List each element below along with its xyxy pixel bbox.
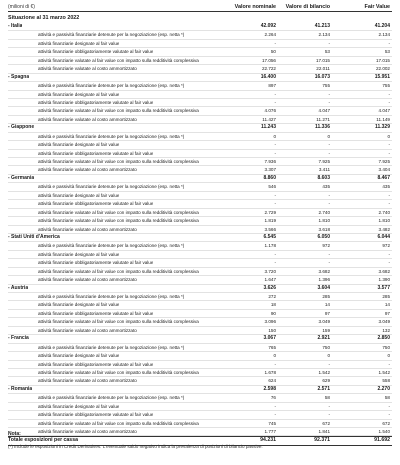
- table-row: [8, 352, 392, 360]
- value-bilancio: 8.603: [317, 174, 330, 181]
- row-label: attività finanziarie valutate al costo ammortizzato: [38, 116, 137, 122]
- value-nominale: 1.647: [264, 277, 276, 283]
- country-name: - Francia: [8, 335, 29, 342]
- value-bilancio: -: [328, 403, 330, 409]
- value-nominale: 90: [270, 310, 276, 316]
- value-bilancio: 92.371: [314, 437, 330, 444]
- table-row: [8, 141, 392, 149]
- value-bilancio: 17.015: [315, 57, 330, 63]
- table-row: [8, 31, 392, 39]
- value-bilancio: 7.925: [318, 159, 330, 164]
- value-nominale: 8.860: [263, 174, 276, 181]
- value-bilancio: 2.571: [317, 385, 330, 392]
- value-fair-value: 1.540: [378, 429, 390, 434]
- row-label: attività finanziarie valutate al costo ammortizzato: [38, 429, 137, 434]
- value-fair-value: 285: [382, 294, 390, 299]
- row-label: attività finanziarie designate al fair value: [38, 40, 120, 46]
- table-row: [8, 344, 392, 352]
- table-row: [8, 276, 392, 284]
- value-nominale: 1.777: [264, 429, 276, 434]
- value-bilancio: 11.336: [314, 124, 330, 131]
- value-fair-value: 6.044: [377, 233, 390, 240]
- value-bilancio: 1.396: [318, 277, 330, 283]
- table-row: [8, 428, 392, 436]
- value-nominale: 1.178: [264, 243, 276, 249]
- value-fair-value: 0: [387, 353, 390, 359]
- value-fair-value: 1.810: [378, 218, 390, 224]
- value-nominale: 6.545: [263, 233, 276, 240]
- value-bilancio: 53: [324, 49, 330, 55]
- table-row: [8, 361, 392, 369]
- value-fair-value: 2.134: [378, 32, 390, 38]
- country-row: [8, 74, 392, 82]
- row-label: attività e passività finanziarie detenute per la negoziazione (esp. netta *): [38, 344, 185, 350]
- value-fair-value: -: [388, 142, 390, 148]
- value-fair-value: -: [388, 260, 390, 266]
- table-row: [8, 65, 392, 73]
- row-label: attività finanziarie obbligatoriamente valutate al fair value: [38, 201, 154, 207]
- table-row: [8, 293, 392, 301]
- table-row: [8, 91, 392, 99]
- value-nominale: -: [274, 40, 276, 46]
- value-fair-value: 435: [382, 184, 390, 190]
- country-row: [8, 285, 392, 293]
- value-fair-value: 3.049: [378, 319, 390, 325]
- value-fair-value: -: [388, 91, 390, 97]
- table-row: [8, 200, 392, 208]
- note-heading: Nota:: [8, 431, 21, 437]
- row-label: attività finanziarie valutate al costo ammortizzato: [38, 277, 137, 283]
- value-bilancio: 97: [324, 310, 330, 316]
- value-fair-value: 2.850: [377, 335, 390, 342]
- value-fair-value: 53: [384, 49, 390, 55]
- value-nominale: 745: [268, 420, 276, 426]
- value-fair-value: 58: [384, 395, 390, 401]
- header-rule: [8, 11, 392, 12]
- value-bilancio: 58: [324, 395, 330, 401]
- country-row: [8, 335, 392, 343]
- value-bilancio: 0: [327, 353, 330, 359]
- table-row: [8, 327, 392, 335]
- footnote: (*) Include le esposizioni in Credit Derivatives. L'eventuale saldo negativo indica la prevalenza di posizioni di bilancio passive.: [8, 444, 263, 449]
- value-bilancio: -: [328, 40, 330, 46]
- value-bilancio: 11.271: [316, 116, 330, 122]
- value-fair-value: 22.002: [375, 66, 390, 72]
- value-nominale: 1.819: [264, 218, 276, 224]
- row-label: attività finanziarie designate al fair value: [38, 403, 120, 409]
- value-bilancio: 159: [322, 327, 330, 333]
- value-fair-value: 11.149: [376, 116, 390, 122]
- value-nominale: -: [274, 201, 276, 207]
- value-bilancio: 1.542: [318, 369, 330, 375]
- row-label: attività finanziarie obbligatoriamente valutate al fair value: [38, 310, 154, 316]
- country-row: [8, 23, 392, 31]
- table-row: [8, 40, 392, 48]
- value-bilancio: 3.604: [317, 284, 330, 291]
- value-bilancio: -: [328, 99, 330, 105]
- country-name: - Stati Uniti d'America: [8, 233, 60, 240]
- row-label: attività finanziarie valutate al fair value con impatto sulla redditività complessiva: [38, 268, 199, 274]
- value-fair-value: 2.740: [378, 209, 390, 215]
- value-bilancio: 3.682: [318, 268, 330, 274]
- value-nominale: -: [274, 251, 276, 257]
- row-label: attività finanziarie obbligatoriamente valutate al fair value: [38, 150, 154, 156]
- row-label: attività finanziarie designate al fair value: [38, 353, 120, 359]
- row-label: attività finanziarie designate al fair value: [38, 302, 120, 308]
- value-nominale: -: [274, 99, 276, 105]
- value-bilancio: -: [328, 142, 330, 148]
- country-name: - Spagna: [8, 73, 30, 80]
- table-row: [8, 420, 392, 428]
- row-label: attività finanziarie valutate al costo ammortizzato: [38, 226, 137, 232]
- value-nominale: 2.598: [263, 385, 276, 392]
- value-nominale: 3.566: [264, 226, 276, 232]
- situation-date: Situazione al 31 marzo 2022: [8, 15, 80, 21]
- value-nominale: 897: [268, 83, 276, 89]
- value-bilancio: -: [328, 260, 330, 266]
- row-label: attività finanziarie valutate al costo ammortizzato: [38, 66, 137, 72]
- value-bilancio: 0: [327, 133, 330, 139]
- value-nominale: 546: [268, 184, 276, 190]
- value-bilancio: 4.047: [318, 108, 330, 114]
- value-nominale: 50: [270, 49, 276, 55]
- country-name: - Romania: [8, 385, 33, 392]
- value-fair-value: 97: [384, 310, 390, 316]
- value-bilancio: -: [328, 150, 330, 156]
- row-label: attività finanziarie valutate al fair value con impatto sulla redditività complessiva: [38, 108, 199, 114]
- value-nominale: 3.096: [264, 319, 276, 325]
- value-fair-value: 1.390: [378, 277, 390, 283]
- value-bilancio: 3.618: [318, 226, 330, 232]
- value-bilancio: 2.134: [318, 32, 330, 38]
- value-nominale: 94.231: [260, 437, 276, 444]
- value-fair-value: 11.329: [374, 124, 390, 131]
- value-nominale: 2.264: [264, 32, 276, 38]
- value-bilancio: 750: [322, 344, 330, 350]
- value-nominale: -: [274, 412, 276, 418]
- row-label: attività finanziarie valutate al fair value con impatto sulla redditività complessiva: [38, 319, 199, 325]
- value-nominale: 7.936: [264, 159, 276, 164]
- table-row: [8, 369, 392, 377]
- value-nominale: 11.427: [262, 116, 276, 122]
- value-nominale: 150: [268, 327, 276, 333]
- value-nominale: 0: [273, 133, 276, 139]
- row-label: attività finanziarie valutate al fair value con impatto sulla redditività complessiva: [38, 209, 199, 215]
- value-nominale: 624: [268, 378, 276, 384]
- row-label: attività finanziarie valutate al costo ammortizzato: [38, 167, 137, 173]
- value-bilancio: 629: [322, 378, 330, 384]
- row-label: attività finanziarie designate al fair value: [38, 251, 120, 257]
- value-fair-value: 14: [384, 302, 390, 308]
- value-fair-value: 91.692: [374, 437, 390, 444]
- table-row: [8, 150, 392, 158]
- value-fair-value: 1.542: [378, 369, 390, 375]
- header-valore-di-bilancio: Valore di bilancio: [285, 4, 330, 10]
- value-fair-value: 2.270: [377, 385, 390, 392]
- value-fair-value: 7.925: [378, 159, 390, 164]
- row-label: attività e passività finanziarie detenute per la negoziazione (esp. netta *): [38, 32, 185, 38]
- table-row: [8, 57, 392, 65]
- row-label: attività e passività finanziarie detenute per la negoziazione (esp. netta *): [38, 83, 185, 89]
- value-fair-value: 750: [382, 344, 390, 350]
- value-bilancio: -: [328, 192, 330, 198]
- value-nominale: 3.067: [263, 335, 276, 342]
- value-fair-value: -: [388, 150, 390, 156]
- value-bilancio: 672: [322, 420, 330, 426]
- table-row: [8, 99, 392, 107]
- row-label: attività finanziarie obbligatoriamente valutate al fair value: [38, 49, 154, 55]
- value-nominale: -: [274, 142, 276, 148]
- table-row: [8, 209, 392, 217]
- row-label: attività finanziarie obbligatoriamente valutate al fair value: [38, 260, 154, 266]
- value-bilancio: -: [328, 412, 330, 418]
- value-fair-value: 3.682: [378, 268, 390, 274]
- value-bilancio: 6.050: [317, 233, 330, 240]
- value-fair-value: 558: [382, 378, 390, 384]
- value-fair-value: 8.467: [377, 174, 390, 181]
- header-fair-value: Fair Value: [364, 4, 390, 10]
- value-nominale: 765: [268, 344, 276, 350]
- row-label: attività finanziarie valutate al fair value con impatto sulla redditività complessiva: [38, 369, 199, 375]
- table-row: [8, 48, 392, 56]
- row-label: attività finanziarie valutate al costo ammortizzato: [38, 327, 137, 333]
- value-nominale: 3.720: [264, 268, 276, 274]
- table-row: [8, 394, 392, 402]
- value-fair-value: 0: [387, 133, 390, 139]
- value-nominale: 0: [273, 353, 276, 359]
- value-bilancio: 1.810: [318, 218, 330, 224]
- row-label: attività finanziarie valutate al fair value con impatto sulla redditività complessiva: [38, 218, 199, 224]
- total-label: Totale esposizioni per cassa: [8, 437, 78, 444]
- country-row: [8, 234, 392, 242]
- country-row: [8, 386, 392, 394]
- row-label: attività finanziarie obbligatoriamente valutate al fair value: [38, 412, 154, 418]
- value-fair-value: 3.404: [378, 167, 390, 173]
- value-bilancio: -: [328, 201, 330, 207]
- value-fair-value: -: [388, 40, 390, 46]
- value-nominale: 22.722: [261, 66, 276, 72]
- value-nominale: 16.400: [260, 73, 276, 80]
- row-label: attività e passività finanziarie detenute per la negoziazione (esp. netta *): [38, 184, 185, 190]
- row-label: attività e passività finanziarie detenute per la negoziazione (esp. netta *): [38, 243, 185, 249]
- value-nominale: -: [274, 91, 276, 97]
- value-bilancio: 435: [322, 184, 330, 190]
- value-bilancio: 285: [322, 294, 330, 299]
- value-bilancio: 755: [322, 83, 330, 89]
- value-fair-value: -: [388, 201, 390, 207]
- table-row: [8, 116, 392, 124]
- country-name: - Giappone: [8, 124, 35, 131]
- row-label: attività finanziarie designate al fair value: [38, 91, 120, 97]
- value-bilancio: 3.411: [318, 167, 330, 173]
- value-bilancio: 972: [322, 243, 330, 249]
- table-row: [8, 217, 392, 225]
- table-row: [8, 82, 392, 90]
- value-bilancio: -: [328, 361, 330, 367]
- value-fair-value: -: [388, 192, 390, 198]
- value-bilancio: 1.841: [318, 429, 330, 434]
- value-fair-value: 3.482: [378, 226, 390, 232]
- value-nominale: 18: [270, 302, 276, 308]
- country-row: [8, 124, 392, 132]
- table-row: [8, 268, 392, 276]
- table-row: [8, 259, 392, 267]
- value-nominale: 3.307: [264, 167, 276, 173]
- table-row: [8, 158, 392, 166]
- table-row: [8, 183, 392, 191]
- row-label: attività e passività finanziarie detenute per la negoziazione (esp. netta *): [38, 133, 185, 139]
- value-nominale: 42.092: [260, 23, 276, 29]
- row-label: attività finanziarie valutate al fair value con impatto sulla redditività complessiva: [38, 420, 199, 426]
- table-row: [8, 133, 392, 141]
- value-nominale: -: [274, 403, 276, 409]
- row-label: attività finanziarie valutate al fair value con impatto sulla redditività complessiva: [38, 57, 199, 63]
- value-nominale: 1.678: [264, 369, 276, 375]
- value-bilancio: -: [328, 251, 330, 257]
- value-fair-value: 672: [382, 420, 390, 426]
- value-nominale: 11.243: [260, 124, 276, 131]
- row-label: attività e passività finanziarie detenute per la negoziazione (esp. netta *): [38, 294, 185, 299]
- table-row: [8, 403, 392, 411]
- row-label: attività finanziarie obbligatoriamente valutate al fair value: [38, 361, 154, 367]
- country-name: - Italia: [8, 23, 23, 29]
- value-fair-value: 755: [382, 83, 390, 89]
- value-nominale: 4.076: [264, 108, 276, 114]
- value-fair-value: 972: [382, 243, 390, 249]
- value-bilancio: 14: [324, 302, 330, 308]
- value-fair-value: 15.951: [374, 73, 390, 80]
- value-fair-value: 4.047: [378, 108, 390, 114]
- country-row: [8, 175, 392, 183]
- value-nominale: 76: [270, 395, 276, 401]
- row-label: attività finanziarie obbligatoriamente valutate al fair value: [38, 99, 154, 105]
- value-fair-value: -: [388, 412, 390, 418]
- value-bilancio: 41.213: [314, 23, 330, 29]
- value-fair-value: -: [388, 99, 390, 105]
- table-row: [8, 411, 392, 419]
- value-fair-value: 3.577: [377, 284, 390, 291]
- value-fair-value: -: [388, 403, 390, 409]
- value-nominale: -: [274, 361, 276, 367]
- table-row: [8, 226, 392, 234]
- table-row: [8, 107, 392, 115]
- value-nominale: 2.729: [264, 209, 276, 215]
- value-nominale: -: [274, 260, 276, 266]
- value-bilancio: -: [328, 91, 330, 97]
- unit-label: (milioni di €): [8, 4, 35, 10]
- value-bilancio: 22.011: [316, 66, 330, 72]
- value-bilancio: 16.073: [314, 73, 330, 80]
- row-label: attività e passività finanziarie detenute per la negoziazione (esp. netta *): [38, 395, 185, 401]
- value-bilancio: 3.049: [318, 319, 330, 325]
- value-nominale: 272: [268, 294, 276, 299]
- value-nominale: 17.056: [261, 57, 276, 63]
- row-label: attività finanziarie valutate al costo ammortizzato: [38, 378, 137, 384]
- table-row: [8, 301, 392, 309]
- value-nominale: -: [274, 192, 276, 198]
- value-fair-value: 17.015: [375, 57, 390, 63]
- table-row: [8, 377, 392, 385]
- country-name: - Germania: [8, 174, 35, 181]
- table-row: [8, 242, 392, 250]
- value-bilancio: 2.740: [318, 209, 330, 215]
- table-row: [8, 251, 392, 259]
- table-row: [8, 318, 392, 326]
- value-fair-value: -: [388, 251, 390, 257]
- value-nominale: -: [274, 150, 276, 156]
- value-fair-value: 132: [382, 327, 390, 333]
- header-valore-nominale: Valore nominale: [234, 4, 276, 10]
- table-row: [8, 192, 392, 200]
- value-fair-value: -: [388, 361, 390, 367]
- table-row: [8, 166, 392, 174]
- table-row: [8, 310, 392, 318]
- row-label: attività finanziarie designate al fair value: [38, 192, 120, 198]
- row-label: attività finanziarie valutate al fair value con impatto sulla redditività complessiva: [38, 159, 199, 164]
- value-nominale: 3.626: [263, 284, 276, 291]
- value-bilancio: 2.921: [317, 335, 330, 342]
- exposure-table: [8, 23, 392, 446]
- country-name: - Austria: [8, 284, 29, 291]
- value-fair-value: 41.204: [374, 23, 390, 29]
- row-label: attività finanziarie designate al fair value: [38, 142, 120, 148]
